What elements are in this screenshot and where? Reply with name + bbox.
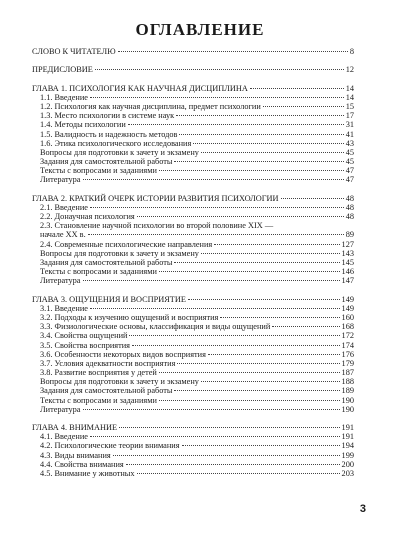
toc-entry-title: 4.1. Введение [40,432,88,442]
dot-leader [137,473,340,474]
toc-entry-title: 3.4. Свойства ощущений [40,331,128,341]
toc-entry-page: 45 [345,157,354,167]
toc-section-entry[interactable] [32,267,354,276]
toc-entry-title: начале XX в. [40,230,86,240]
toc-section-entry[interactable] [32,175,354,184]
toc-section-entry[interactable] [32,469,354,478]
toc-entry-title: 2.4. Современные психологические направления [40,239,213,249]
dot-leader [281,198,344,199]
toc-section-entry[interactable] [32,350,354,359]
table-of-contents [32,47,354,478]
toc-entry-title: 2.2. Донаучная психология [40,212,135,222]
toc-entry-title: Литература [40,404,81,414]
dot-leader [90,436,340,437]
toc-entry-page: 145 [341,257,354,267]
toc-entry-title: Тексты с вопросами и заданиями [40,166,157,176]
dot-leader [182,445,340,446]
toc-chapter-entry[interactable] [32,84,354,93]
toc-section-entry[interactable] [32,203,354,212]
dot-leader [174,390,339,391]
toc-entry-page: 143 [341,248,354,258]
toc-entry-title: 2.1. Введение [40,202,88,212]
toc-section-entry[interactable] [32,377,354,386]
dot-leader [90,207,344,208]
toc-section-entry[interactable] [32,157,354,166]
toc-section-entry[interactable] [32,441,354,450]
dot-leader [119,427,339,428]
toc-entry-title: 3.6. Особенности некоторых видов восприятия [40,349,206,359]
toc-entry-page: 200 [341,459,354,469]
toc-section-entry[interactable] [32,396,354,405]
toc-entry-page: 127 [341,239,354,249]
toc-chapter-entry[interactable] [32,47,354,56]
toc-entry-page: 174 [341,340,354,350]
toc-entry-page: 172 [341,331,354,341]
toc-entry-page: 190 [341,395,354,405]
toc-entry-page: 47 [345,175,354,185]
dot-leader [159,271,340,272]
toc-entry-title: ГЛАВА 1. ПСИХОЛОГИЯ КАК НАУЧНАЯ ДИСЦИПЛИНА [32,83,248,93]
toc-entry-title: 1.6. Этика психологического исследования [40,138,192,148]
toc-section-entry[interactable] [32,331,354,340]
toc-entry-title: Литература [40,276,81,286]
toc-section-entry[interactable] [32,313,354,322]
dot-leader [90,97,344,98]
toc-entry-title: 1.4. Методы психологии [40,120,126,130]
toc-entry-title: 4.4. Свойства внимания [40,459,124,469]
dot-leader [250,88,344,89]
toc-entry-page: 45 [345,147,354,157]
dot-leader [159,170,344,171]
toc-section-entry[interactable] [32,240,354,249]
dot-leader [174,262,339,263]
toc-entry-title: 2.3. Становление научной психологии во второй половине XIX — [40,221,274,231]
toc-entry-title: 4.5. Внимание у животных [40,468,135,478]
dot-leader [272,326,339,327]
toc-entry-title: ГЛАВА 4. ВНИМАНИЕ [32,423,118,433]
toc-entry-title: СЛОВО К ЧИТАТЕЛЮ [32,47,116,56]
toc-entry-title: Задания для самостоятельной работы [40,257,173,267]
toc-spacer [32,185,354,194]
toc-section-entry[interactable] [32,368,354,377]
toc-entry-page: 31 [345,120,354,130]
dot-leader [83,409,340,410]
toc-entry-title: 1.1. Введение [40,92,88,102]
toc-entry-page: 160 [341,312,354,322]
page-number: 3 [359,503,366,515]
toc-entry-title: Вопросы для подготовки к зачету и экзамену [40,377,199,387]
toc-entry-title: Тексты с вопросами и заданиями [40,395,157,405]
toc-entry-page: 14 [345,92,354,102]
dot-leader [188,299,340,300]
toc-entry-title: 1.3. Место психологии в системе наук [40,111,175,121]
dot-leader [179,134,343,135]
toc-chapter-entry[interactable] [32,423,354,432]
toc-section-entry[interactable] [32,258,354,267]
toc-section-entry[interactable] [32,405,354,414]
toc-entry-page: 15 [345,102,354,112]
toc-entry-title: 3.2. Подходы к изучению ощущений и восприятия [40,312,219,322]
toc-entry-page: 149 [341,303,354,313]
toc-entry-title: Вопросы для подготовки к зачету и экзамену [40,248,199,258]
dot-leader [118,51,348,52]
toc-entry-page: 8 [349,47,354,56]
toc-entry-page: 199 [341,450,354,460]
toc-section-entry[interactable] [32,130,354,139]
toc-entry-title: 4.2. Психологические теории внимания [40,441,180,451]
toc-section-entry[interactable] [32,304,354,313]
toc-entry-page: 47 [345,166,354,176]
toc-entry-page: 194 [341,441,354,451]
dot-leader [176,115,344,116]
dot-leader [128,124,344,125]
toc-section-entry[interactable] [32,386,354,395]
dot-leader [132,345,340,346]
toc-section-entry[interactable] [32,359,354,368]
toc-section-entry[interactable] [32,249,354,258]
toc-section-entry[interactable] [32,451,354,460]
dot-leader [113,455,340,456]
toc-section-entry[interactable] [32,322,354,331]
toc-entry-page: 14 [345,83,354,93]
toc-entry-page: 190 [341,404,354,414]
toc-entry-page: 48 [345,193,354,203]
toc-section-entry[interactable] [32,230,354,239]
toc-entry-page: 48 [345,202,354,212]
toc-entry-page: 17 [345,111,354,121]
dot-leader [126,464,340,465]
toc-entry-page: 188 [341,377,354,387]
toc-entry-title: ГЛАВА 2. КРАТКИЙ ОЧЕРК ИСТОРИИ РАЗВИТИЯ ПСИХОЛОГИИ [32,193,279,203]
dot-leader [90,308,340,309]
dot-leader [208,354,340,355]
dot-leader [129,335,339,336]
toc-entry-title: Задания для самостоятельной работы [40,157,173,167]
toc-spacer [32,75,354,84]
toc-entry-title: 3.1. Введение [40,303,88,313]
toc-entry-title: ПРЕДИСЛОВИЕ [32,65,93,75]
toc-entry-page: 147 [341,276,354,286]
dot-leader [201,253,340,254]
dot-leader [201,381,340,382]
toc-chapter-entry[interactable] [32,194,354,203]
toc-entry-title: Задания для самостоятельной работы [40,386,173,396]
dot-leader [159,372,340,373]
toc-entry-page: 168 [341,322,354,332]
toc-entry-title: Литература [40,175,81,185]
toc-section-entry[interactable] [32,212,354,221]
toc-entry-page: 187 [341,368,354,378]
dot-leader [95,69,344,70]
toc-entry-title: 3.8. Развитие восприятия у детей [40,368,157,378]
toc-spacer [32,285,354,294]
toc-entry-page: 191 [341,423,354,433]
dot-leader [83,179,344,180]
toc-entry-page: 12 [345,65,354,75]
dot-leader [177,363,339,364]
toc-section-entry[interactable] [32,432,354,441]
dot-leader [201,152,344,153]
toc-chapter-entry[interactable] [32,295,354,304]
toc-section-entry[interactable] [32,341,354,350]
toc-entry-page: 43 [345,138,354,148]
dot-leader [193,143,343,144]
toc-entry-page: 48 [345,212,354,222]
dot-leader [214,244,339,245]
toc-section-entry[interactable] [32,102,354,111]
toc-entry-title: Вопросы для подготовки к зачету и экзамену [40,147,199,157]
toc-section-entry[interactable] [32,148,354,157]
toc-entry-page: 176 [341,349,354,359]
dot-leader [263,106,344,107]
toc-section-entry[interactable] [32,93,354,102]
toc-spacer [32,56,354,65]
page-title: ОГЛАВЛЕНИЕ [135,20,265,39]
toc-spacer [32,414,354,423]
toc-entry-page: 203 [341,468,354,478]
dot-leader [137,216,344,217]
toc-entry-page: 146 [341,267,354,277]
toc-entry-title: 3.7. Условия адекватности восприятия [40,358,176,368]
dot-leader [220,317,339,318]
toc-entry-page: 149 [341,294,354,304]
dot-leader [174,161,343,162]
dot-leader [88,234,344,235]
toc-entry-title: ГЛАВА 3. ОЩУЩЕНИЯ И ВОСПРИЯТИЕ [32,294,186,304]
dot-leader [159,400,340,401]
toc-section-entry[interactable] [32,139,354,148]
toc-entry-title: 3.3. Физиологические основы, классификация и виды ощущений [40,322,271,332]
toc-entry-title: Тексты с вопросами и заданиями [40,267,157,277]
toc-chapter-entry[interactable] [32,65,354,74]
toc-entry-title: 1.2. Психология как научная дисциплина, предмет психологии [40,102,261,112]
toc-entry-page: 89 [345,230,354,240]
toc-entry-title: 1.5. Валидность и надежность методов [40,129,178,139]
toc-section-entry[interactable] [32,111,354,120]
toc-section-entry[interactable] [32,166,354,175]
toc-entry-page: 179 [341,358,354,368]
toc-entry-page: 41 [345,129,354,139]
toc-section-entry[interactable] [32,221,354,230]
toc-section-entry[interactable] [32,120,354,129]
toc-entry-page: 189 [341,386,354,396]
toc-entry-title: 4.3. Виды внимания [40,450,111,460]
toc-entry-page: 191 [341,432,354,442]
dot-leader [83,280,340,281]
toc-section-entry[interactable] [32,460,354,469]
toc-entry-title: 3.5. Свойства восприятия [40,340,131,350]
toc-section-entry[interactable] [32,276,354,285]
